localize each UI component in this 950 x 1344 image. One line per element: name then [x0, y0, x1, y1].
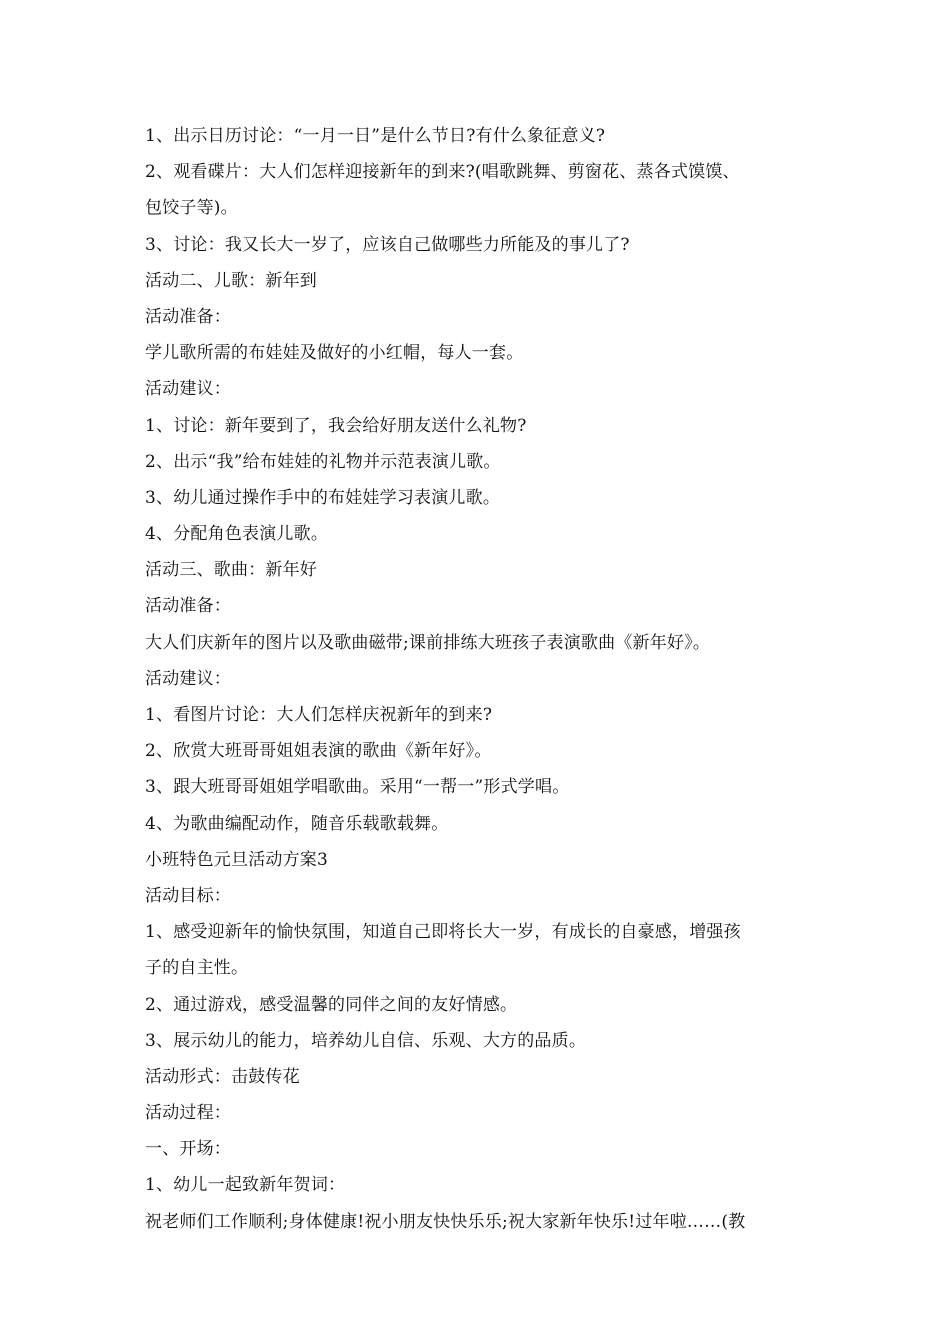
text-line: 1、感受迎新年的愉快氛围，知道自己即将长大一岁，有成长的自豪感，增强孩	[145, 922, 741, 943]
text-line: 学儿歌所需的布娃娃及做好的小红帽，每人一套。	[145, 343, 524, 364]
text-line: 2、欣赏大班哥哥姐姐表演的歌曲《新年好》。	[145, 741, 492, 762]
document-body	[145, 118, 825, 1240]
section-heading: 活动二、儿歌：新年到	[145, 270, 317, 291]
text-line: 包饺子等)。	[145, 198, 238, 219]
text-line: 活动建议：	[145, 668, 231, 689]
text-line: 2、出示“我”给布娃娃的礼物并示范表演儿歌。	[145, 451, 501, 472]
text-line: 活动过程：	[145, 1103, 231, 1124]
text-line: 2、通过游戏，感受温馨的同伴之间的友好情感。	[145, 994, 518, 1015]
section-heading: 活动三、歌曲：新年好	[145, 560, 317, 581]
text-line: 3、幼儿通过操作手中的布娃娃学习表演儿歌。	[145, 487, 501, 508]
text-line: 活动建议：	[145, 379, 231, 400]
text-line: 2、观看碟片：大人们怎样迎接新年的到来?(唱歌跳舞、剪窗花、蒸各式馍馍、	[145, 162, 740, 183]
text-line: 祝老师们工作顺利;身体健康!祝小朋友快快乐乐;祝大家新年快乐!过年啦……(教	[145, 1211, 746, 1232]
text-line: 活动准备：	[145, 596, 231, 617]
text-line: 3、讨论：我又长大一岁了，应该自己做哪些力所能及的事儿了?	[145, 234, 630, 255]
text-line: 1、看图片讨论：大人们怎样庆祝新年的到来?	[145, 705, 493, 725]
section-heading: 小班特色元旦活动方案3	[145, 849, 329, 870]
text-line: 活动形式：击鼓传花	[145, 1066, 300, 1087]
text-line: 1、讨论：新年要到了，我会给好朋友送什么礼物?	[145, 415, 527, 436]
text-line: 3、展示幼儿的能力，培养幼儿自信、乐观、大方的品质。	[145, 1030, 587, 1051]
text-line: 大人们庆新年的图片以及歌曲磁带;课前排练大班孩子表演歌曲《新年好》。	[145, 632, 711, 653]
text-line: 活动目标：	[145, 885, 231, 906]
text-line: 子的自主性。	[145, 958, 249, 979]
text-line: 4、分配角色表演儿歌。	[145, 524, 329, 545]
text-line: 1、出示日历讨论：“一月一日”是什么节日?有什么象征意义?	[145, 126, 606, 146]
text-line: 活动准备：	[145, 306, 231, 327]
text-line: 一、开场：	[145, 1139, 231, 1160]
text-line: 3、跟大班哥哥姐姐学唱歌曲。采用“一帮一”形式学唱。	[145, 777, 570, 798]
text-line: 1、幼儿一起致新年贺词：	[145, 1175, 346, 1196]
text-line: 4、为歌曲编配动作，随音乐载歌载舞。	[145, 813, 449, 834]
